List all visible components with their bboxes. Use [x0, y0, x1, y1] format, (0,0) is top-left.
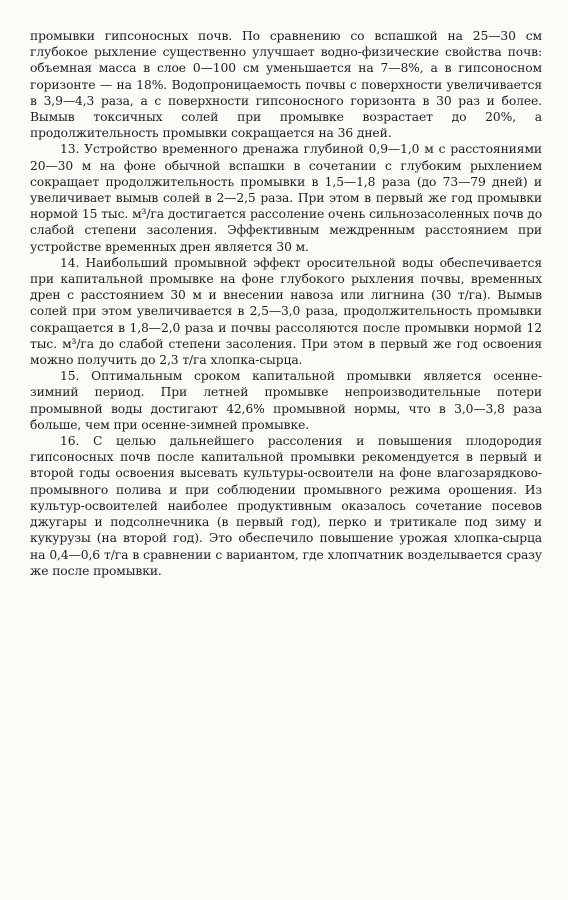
paragraph-item-15: 15. Оптимальным сроком капитальной промывки является осенне-зимний период. При летней промывке непроизводительные потери промывной воды достигают 42,6% промывной нормы, что в 3,0—3,8 раза больше, чем при осенне-зимней промывке.	[30, 369, 542, 432]
paragraph-item-13: 13. Устройство временного дренажа глубиной 0,9—1,0 м с расстояниями 20—30 м на фоне обычной вспашки в сочетании с глубоким рыхлением сокращает продолжительность промывки в 1,5—1,8 раза (до 73—79 дней) и увеличивает вымыв солей в 2—2,5 раза. При этом в первый же год промывки нормой 15 тыс. м³/га достигается рассоление очень сильнозасоленных почв до слабой степени засоления. Эффективным междренным расстоянием при устройстве временных дрен является 30 м.	[30, 142, 542, 254]
paragraph-item-16: 16. С целью дальнейшего рассоления и повышения плодородия гипсоносных почв после капитальной промывки рекомендуется в первый и второй годы освоения высевать культуры-освоители на фоне влагозарядково-промывного полива и при соблюдении промывного режима орошения. Из культур-освоителей наиболее продуктивным оказалось сочетание посевов джугары и подсолнечника (в первый год), перко и тритикале под зиму и кукурузы (на второй год). Это обеспечило повышение урожая хлопка-сырца на 0,4—0,6 т/га в сравнении с вариантом, где хлопчатник возделывается сразу же после промывки.	[30, 434, 542, 578]
paragraph-item-14: 14. Наибольший промывной эффект оросительной воды обеспечивается при капитальной промывке на фоне глубокого рыхления почвы, временных дрен с расстоянием 30 м и внесении навоза или лигнина (30 т/га). Вымыв солей при этом увеличивается в 2,5—3,0 раза, продолжительность промывки сокращается в 1,8—2,0 раза и почвы рассоляются после промывки нормой 12 тыс. м³/га до слабой степени засоления. При этом в первый же год освоения можно получить до 2,3 т/га хлопка-сырца.	[30, 255, 542, 368]
paragraph-continuation: промывки гипсоносных почв. По сравнению со вспашкой на 25—30 см глубокое рыхление существенно улучшает водно-физические свойства почв: объемная масса в слое 0—100 см уменьшается на 7—8%, а в гипсоносном горизонте — на 18%. Водопроницаемость почвы с поверхности увеличивается в 3,9—4,3 раза, а с поверхности гипсоносного горизонта в 30 раз и более. Вымыв токсичных солей при промывке возрастает до 20%, а продолжительность промывки сокращается на 36 дней.	[30, 29, 542, 141]
